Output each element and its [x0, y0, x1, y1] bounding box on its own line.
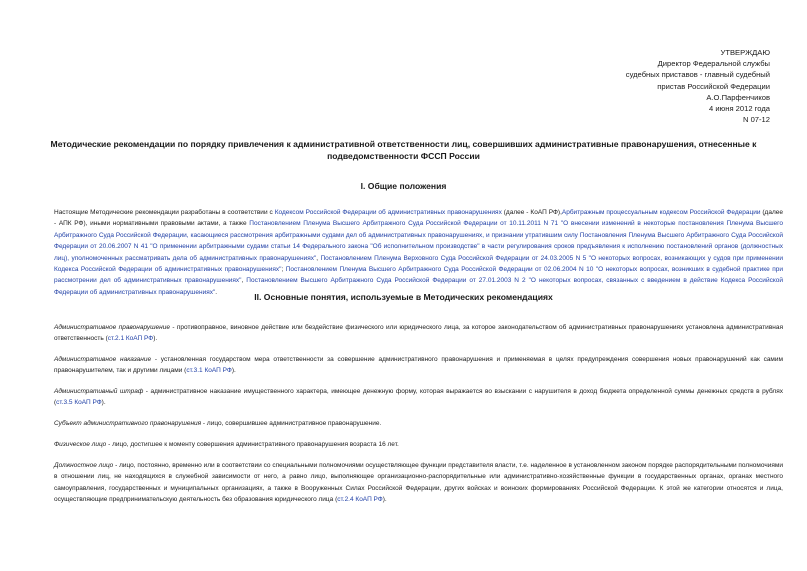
- definition-paragraph: [40, 418, 783, 429]
- definition-term: Физическое лицо: [54, 441, 107, 448]
- text-run: (далее - АПК РФ), иными нормативными правовыми актами, а также: [54, 209, 783, 228]
- definition-term: Административное наказание: [54, 356, 152, 363]
- definition-text: - лицо, достигшее к моменту совершения административного правонарушения возраста 16 лет.: [106, 441, 399, 448]
- plenum-vs-5-link[interactable]: Постановлением Пленума Верховного Суда Российской Федерации от 24.03.2005 N 5 "О некоторых вопросах, возникающих у судов при применении Кодекса Российской Федерации об административных правонарушениях": [54, 254, 783, 274]
- definition-text: - лицо, совершившее административное правонарушение.: [201, 420, 382, 427]
- text-run: ).: [382, 496, 387, 504]
- document-number: N 07-12: [742, 115, 770, 125]
- text-run: ,: [316, 254, 321, 262]
- definition-paragraph: [40, 354, 783, 377]
- text-run: ;: [281, 266, 286, 274]
- plenum-vas-71-link[interactable]: Постановлением Пленума Высшего Арбитражного Суда Российской Федерации от 10.11.2011 N 71 "О внесении изменений в некоторые постановления Пленума Высшего Арбитражного Суда Российской Федерации, касающиеся рассмотрения арбитражными судами дел об административных правонарушениях, и признании утратившим силу Постановления Пленума Высшего Арбитражного Суда Российской Федерации от 20.06.2007 N 41 "О применении арбитражными судами статьи 14 Федерального закона "Об исполнительном производстве" в части регулирования сроков предъявления к исполнению постановлений органов (должностных лиц), уполномоченных рассматривать дела об административных правонарушениях": [54, 220, 783, 262]
- definition-paragraph: [40, 439, 783, 450]
- approval-date: 4 июня 2012 года: [708, 104, 770, 114]
- section-2-heading: II. Основные понятия, используемые в Методических рекомендациях: [254, 292, 553, 302]
- text-run: (далее - КоАП РФ),: [501, 209, 562, 216]
- text-run: Настоящие Методические рекомендации разработаны в соответствии с: [54, 209, 275, 216]
- text-run: .: [215, 288, 218, 296]
- apk-link[interactable]: Арбитражным процессуальным кодексом Российской Федерации: [561, 209, 761, 216]
- koap-article-link[interactable]: ст.3.5 КоАП РФ: [56, 399, 102, 407]
- definition-text: - противоправное, виновное действие или бездействие физического или юридического лица, за которое законодательством об административных правонарушениях установлена административная ответственность (: [54, 324, 783, 343]
- approval-line: судебных приставов - главный судебный: [625, 70, 770, 80]
- definition-text: - административное наказание имущественного характера, имеющее денежную форму, которая выражается во взыскании с нарушителя в доход бюджета определенной суммы денежных средств в рублях (: [54, 388, 783, 407]
- definition-paragraph: [40, 322, 783, 345]
- koap-article-link[interactable]: ст.2.1 КоАП РФ: [107, 335, 154, 343]
- approval-block: [626, 47, 770, 125]
- koap-article-link[interactable]: ст.2.4 КоАП РФ: [337, 496, 383, 504]
- approver-name: А.О.Парфенчиков: [706, 92, 770, 102]
- definition-term: Субъект административного правонарушения: [54, 420, 202, 427]
- text-run: ,: [241, 277, 247, 285]
- vas-2-link[interactable]: Постановлением Высшего Арбитражного Суда Российской Федерации от 27.01.2003 N 2 "О некоторых вопросах, связанных с введением в действие Кодекса Российской Федерации об административных правонарушениях": [54, 277, 783, 296]
- koap-article-link[interactable]: ст.3.1 КоАП РФ: [186, 367, 232, 375]
- text-run: ).: [231, 367, 236, 375]
- definition-term: Административный штраф: [54, 388, 144, 395]
- definition-term: Должностное лицо: [54, 462, 114, 469]
- text-run: ).: [101, 399, 106, 407]
- definition-text: - лицо, постоянно, временно или в соответствии со специальными полномочиями осуществляющее функции представителя власти, т.е. наделенное в установленном законом порядке распорядительными полномочиями в отношении лиц, не находящихся в служебной зависимости от него, а равно лицо, выполняющее организационно-распорядительные или административно-хозяйственные функции в государственных органах, органах местного самоуправления, государственных и муниципальных организациях, а также в Вооруженных Силах Российской Федерации, других войсках и воинских формированиях Российской Федерации. К этой же категории относятся и лица, осуществляющие предпринимательскую деятельность без образования юридического лица (: [54, 462, 783, 504]
- approval-line: Директор Федеральной службы: [657, 59, 770, 69]
- intro-paragraph: [40, 207, 783, 298]
- approval-line: пристав Российской Федерации: [657, 81, 770, 91]
- koap-link[interactable]: Кодексом Российской Федерации об административных правонарушениях: [274, 209, 502, 216]
- document-title: Методические рекомендации по порядку привлечения к административной ответственности лиц, совершивших административные правонарушения, отнесенные к подведомственности ФССП России: [50, 139, 757, 161]
- section-1-heading: I. Общие положения: [360, 181, 447, 191]
- definition-term: Административное правонарушение: [54, 324, 170, 331]
- definition-paragraph: [40, 460, 783, 506]
- text-run: ).: [153, 335, 158, 343]
- plenum-vas-10-link[interactable]: Постановлением Пленума Высшего Арбитражного Суда Российской Федерации от 02.06.2004 N 10 "О некоторых вопросах, возникших в судебной практике при рассмотрении дел об административных правонарушениях": [54, 266, 783, 285]
- approval-heading: УТВЕРЖДАЮ: [720, 48, 770, 57]
- definition-paragraph: [40, 386, 783, 409]
- definition-text: - установленная государством мера ответственности за совершение административного правонарушения и применяемая в целях предупреждения совершения новых правонарушений как самим правонарушителем, так и другими лицами (: [54, 356, 783, 375]
